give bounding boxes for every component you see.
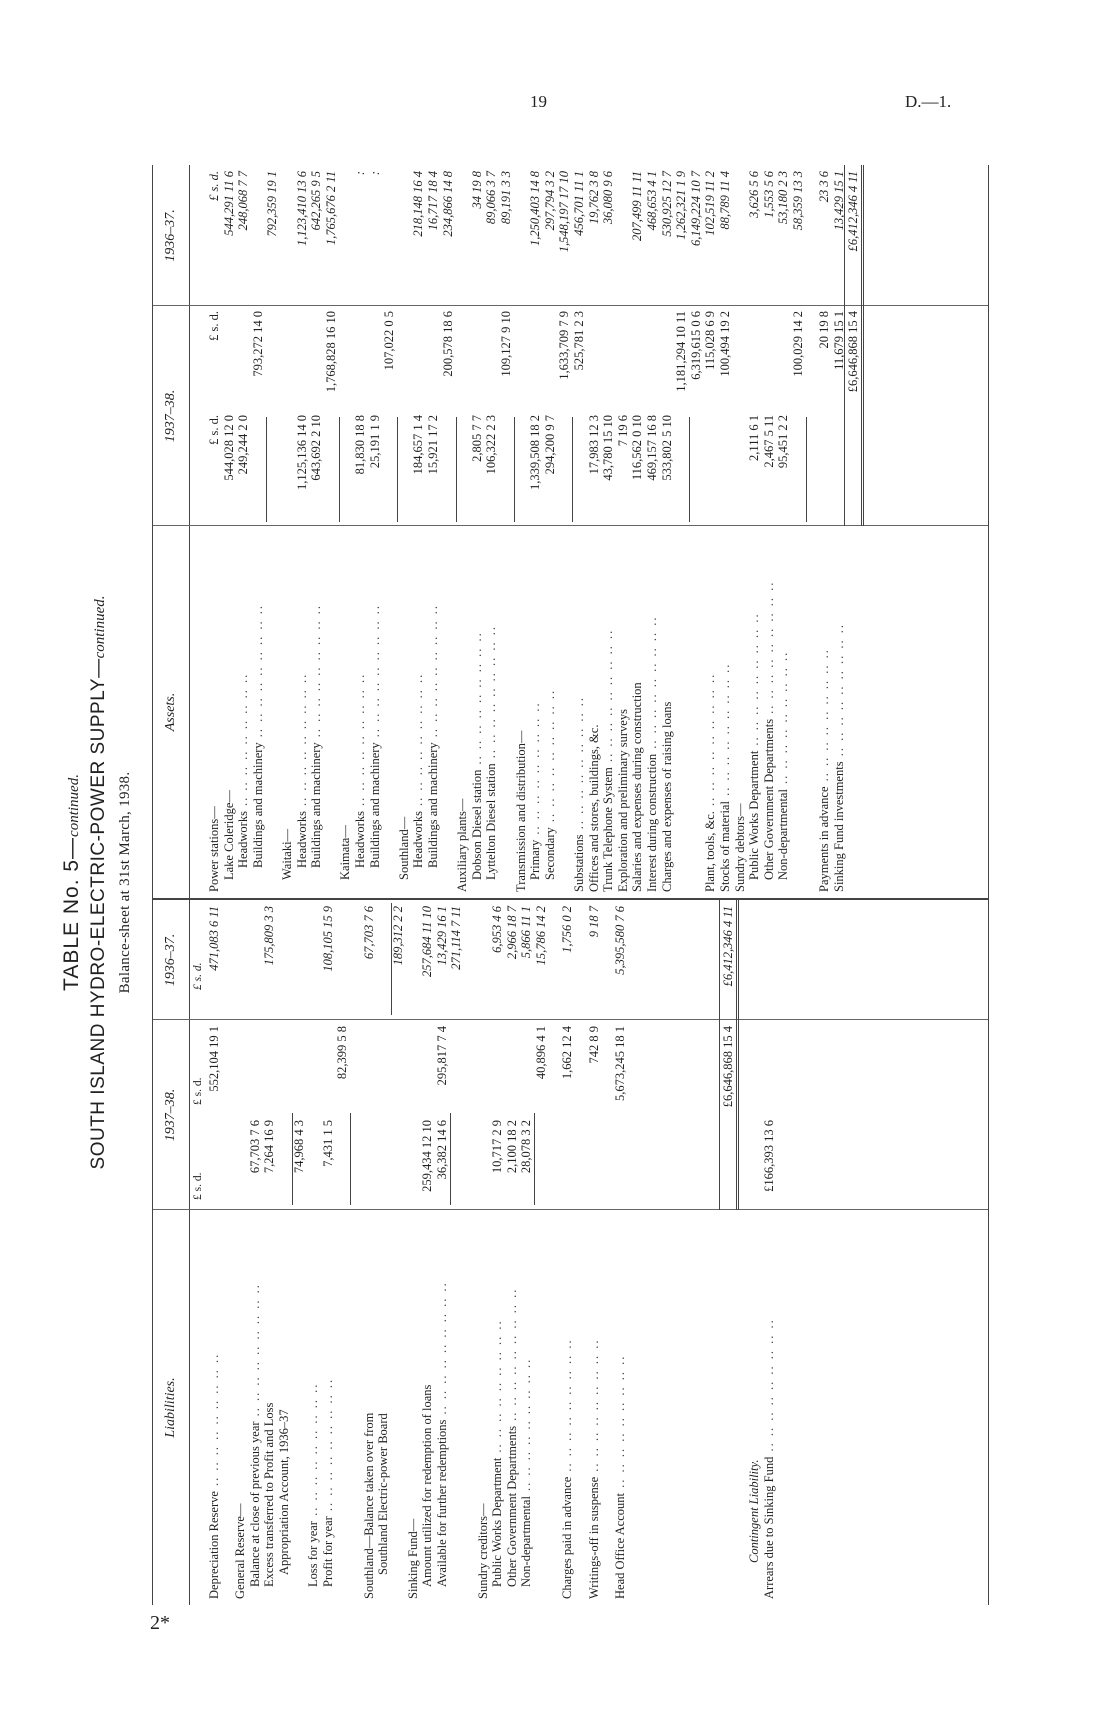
assets-row [733, 165, 747, 898]
liabilities-row [321, 900, 335, 1605]
prior-year-amount: 175,809 3 3 [262, 906, 277, 966]
liabilities-row-label: Contingent Liability. [747, 1459, 762, 1563]
main-amount: 793,272 14 0 [250, 311, 265, 377]
assets-row-label: Sundry debtors— [732, 803, 747, 892]
page-number: 19 [530, 92, 547, 111]
assets-row [353, 165, 367, 898]
balance-sheet-page [60, 85, 1005, 1605]
liabilities-row [449, 900, 463, 1605]
sub-amount: 249,244 2 0 [236, 415, 251, 475]
assets-row-label: Headworks .. .. .. .. .. .. .. .. .. [411, 672, 426, 868]
main-amount: 295,817 7 4 [434, 1026, 449, 1086]
assets-row-label: Buildings and machinery .. .. .. .. .. .. .. .. .. [250, 603, 265, 868]
liabilities-1936-37-header: 1936–37. [153, 900, 190, 1020]
assets-row [528, 165, 542, 898]
assets-row [368, 165, 382, 898]
assets-row-label: Exploration and preliminary surveys [615, 709, 630, 892]
liabilities-row [207, 900, 221, 1605]
sub-amount: 2,100 18 2 [504, 1120, 519, 1174]
liabilities-row-label: General Reserve— [233, 1503, 248, 1599]
assets-row [601, 165, 615, 898]
liabilities-row-label: Available for further redemptions .. .. .. .. .. .. .. .. .. [434, 1281, 449, 1587]
prior-year-amount: 89,066 3 7 [484, 171, 499, 225]
assets-row-label: Headworks .. .. .. .. .. .. .. .. .. [353, 672, 367, 868]
assets-row [280, 165, 294, 898]
assets-row [470, 165, 484, 898]
prior-year-amount: 1,548,197 17 10 [557, 171, 572, 253]
assets-row [441, 165, 455, 898]
prior-year-amount: 544,291 11 6 [221, 171, 236, 236]
assets-row [411, 165, 425, 898]
prior-year-amount: 6,953 4 6 [490, 906, 505, 953]
prior-year-amount: 13,429 16 1 [434, 906, 449, 966]
assets-row-label: Public Works Department .. .. .. .. .. .. .. .. .. [747, 612, 762, 880]
assets-row [718, 165, 732, 898]
assets-row-label: Power stations— [207, 806, 221, 892]
liabilities-row [519, 900, 533, 1605]
main-amount: 100,029 14 2 [791, 311, 805, 377]
liabilities-row [476, 900, 490, 1605]
prior-year-amount: 6,149,224 10 7 [688, 171, 703, 246]
assets-row-label: Waitaki— [280, 828, 294, 880]
total-rule [719, 900, 720, 1210]
liabilities-1937-38-header: 1937–38. [153, 1020, 190, 1210]
prior-year-amount: 1,123,410 13 6 [294, 171, 309, 246]
liabilities-header: Liabilities. [153, 1210, 190, 1605]
assets-row [630, 165, 644, 898]
main-amount: £ s. d. [207, 311, 221, 341]
assets-row-label: Primary .. .. .. .. .. .. .. .. .. [528, 701, 543, 880]
assets-row-label: Transmission and distribution— [513, 730, 528, 892]
sub-amount: 259,434 12 10 [420, 1120, 435, 1192]
subtotal-rule [350, 1113, 351, 1205]
liabilities-row-label: Arrears due to Sinking Fund .. .. .. .. .. .. .. .. .. [761, 1318, 776, 1599]
main-amount: £6,646,868 15 4 [846, 311, 861, 393]
liabilities-row [613, 900, 627, 1605]
prior-year-amount: 471,083 6 11 [207, 906, 221, 971]
assets-header: Assets. [153, 526, 190, 898]
sub-amount: 36,382 14 6 [434, 1120, 449, 1180]
assets-row [703, 165, 717, 898]
liabilities-row-label: Sundry creditors— [475, 1503, 490, 1599]
main-amount: 6,319,615 0 6 [688, 311, 703, 380]
liabilities-section [153, 898, 988, 1605]
sub-amount: 43,780 15 10 [601, 415, 616, 481]
prior-year-amount: 297,794 3 2 [542, 171, 557, 231]
liabilities-row-label: Public Works Department .. .. .. .. .. .. .. .. .. [490, 1319, 505, 1587]
liabilities-row [587, 900, 601, 1605]
assets-row [295, 165, 309, 898]
prior-year-amount: 1,756 0 2 [560, 906, 575, 953]
main-amount: 40,896 4 1 [534, 1026, 549, 1080]
liabilities-row-label: Profit for year .. .. .. .. .. .. .. .. .. [320, 1377, 335, 1587]
main-amount: 1,768,828 16 10 [323, 311, 338, 393]
main-amount: 20 19 8 [817, 311, 832, 349]
assets-row [338, 165, 352, 898]
sub-amount: 81,830 18 8 [353, 415, 367, 475]
assets-row-label: Lake Coleridge— [221, 790, 236, 880]
liabilities-row [762, 900, 776, 1605]
assets-row [514, 165, 528, 898]
assets-row [382, 165, 396, 898]
sub-amount: 7,431 1 5 [320, 1120, 335, 1167]
liabilities-row-label: Loss for year .. .. .. .. .. .. .. .. .. [306, 1382, 321, 1587]
sub-amount: 469,157 16 8 [645, 415, 659, 481]
assets-row-label: Headworks .. .. .. .. .. .. .. .. .. [294, 672, 309, 868]
liabilities-row-label: Southland Electric-power Board [376, 1413, 391, 1575]
prior-year-amount: £6,412,346 4 11 [720, 906, 735, 987]
prior-year-amount: 468,653 4 1 [645, 171, 659, 231]
sub-amount: £166,393 13 6 [761, 1120, 776, 1192]
main-amount: £6,646,868 15 4 [720, 1026, 735, 1108]
assets-row-label: Buildings and machinery .. .. .. .. .. .. .. .. .. [426, 603, 440, 868]
liabilities-row [362, 900, 376, 1605]
sub-amount: 25,191 1 9 [367, 415, 382, 469]
prior-year-amount: 53,180 2 3 [776, 171, 791, 225]
liabilities-row-label: Other Government Departments .. .. .. .. .. .. .. .. .. [504, 1287, 519, 1587]
prior-year-amount: 1,262,321 1 9 [674, 171, 689, 240]
prior-year-amount: 36,080 9 6 [601, 171, 616, 225]
assets-row-label: Dobson Diesel station .. .. .. .. .. .. .. .. .. [469, 631, 484, 880]
assets-row [222, 165, 236, 898]
prior-year-amount: 23 3 6 [817, 171, 832, 203]
assets-row [689, 165, 703, 898]
liabilities-row [335, 900, 349, 1605]
main-amount: 115,028 6 9 [703, 311, 718, 370]
assets-row-label: Headworks .. .. .. .. .. .. .. .. .. [236, 672, 251, 868]
sub-amount: 116,562 0 10 [630, 415, 645, 481]
assets-row-label: Secondary .. .. .. .. .. .. .. .. .. [542, 688, 557, 880]
sub-amount: 67,703 7 6 [247, 1120, 262, 1174]
prior-year-amount: 58,359 13 3 [791, 171, 805, 231]
liabilities-row [490, 900, 504, 1605]
assets-row [791, 165, 805, 898]
prior-year-amount: 456,701 11 1 [572, 171, 586, 236]
liabilities-row [277, 900, 291, 1605]
assets-row-label: Salaries and expenses during construction [630, 682, 645, 892]
liabilities-row [391, 900, 405, 1605]
assets-row [455, 165, 469, 898]
assets-row [817, 165, 831, 898]
sub-amount: 28,078 3 2 [519, 1120, 534, 1174]
assets-row-label: Stocks of material .. .. .. .. .. .. .. .. .. [718, 662, 732, 892]
liabilities-row [435, 900, 449, 1605]
total-double-rule [736, 900, 739, 1210]
main-amount: 82,399 5 8 [335, 1026, 350, 1080]
assets-row-label: Auxiliary plants— [455, 798, 470, 892]
assets-row [645, 165, 659, 898]
assets-row [557, 165, 571, 898]
liabilities-row [406, 900, 420, 1605]
main-amount: 525,781 2 3 [572, 311, 586, 371]
sub-amount: 544,028 12 0 [221, 415, 236, 481]
assets-row-label: Buildings and machinery .. .. .. .. .. .. .. .. .. [309, 603, 324, 868]
assets-row [660, 165, 674, 898]
sub-amount: 74,968 4 3 [291, 1120, 306, 1174]
sub-amount: 2,467 5 11 [761, 415, 776, 468]
assets-1936-37-header: 1936–37. [153, 165, 190, 306]
assets-row [587, 165, 601, 898]
assets-row-label: Payments in advance .. .. .. .. .. .. .. .. .. [817, 648, 832, 892]
prior-year-amount: 5,395,580 7 6 [612, 906, 627, 975]
assets-row-label: Trunk Telephone System .. .. .. .. .. .. .. .. .. [601, 628, 616, 892]
sub-amount: 15,921 17 2 [426, 415, 440, 475]
assets-row-label: Buildings and machinery .. .. .. .. .. .. .. .. .. [367, 603, 382, 868]
units-label: £ s. d. [192, 962, 204, 990]
assets-row-label: Non-departmental .. .. .. .. .. .. .. .. .. [776, 650, 791, 880]
total-double-rule [861, 165, 864, 526]
document-reference: D.—1. [905, 92, 952, 111]
document-subheading: Balance-sheet at 31st March, 1938. [117, 771, 133, 994]
liabilities-row [560, 900, 574, 1605]
main-amount: 552,104 19 1 [207, 1026, 221, 1092]
assets-row-label: Charges and expenses of raising loans [659, 701, 674, 892]
assets-row [397, 165, 411, 898]
main-amount: 742 8 9 [586, 1026, 601, 1064]
assets-row [207, 165, 221, 898]
balance-sheet-table [152, 165, 989, 1605]
assets-row [846, 165, 860, 898]
sub-amount: 2,805 7 7 [469, 415, 484, 462]
assets-section [153, 165, 988, 898]
sub-amount: 7,264 16 9 [262, 1120, 277, 1174]
sub-amount: 643,692 2 10 [309, 415, 324, 481]
assets-row [484, 165, 498, 898]
assets-row [572, 165, 586, 898]
main-amount: 107,022 0 5 [382, 311, 397, 371]
assets-row [616, 165, 630, 898]
units-label: £ s. d. [192, 1172, 204, 1200]
liabilities-row-label: Excess transferred to Profit and Loss [262, 1402, 277, 1587]
prior-year-amount: 5,866 11 1 [519, 906, 534, 959]
prior-year-amount: £ s. d. [207, 171, 221, 201]
assets-row-label: Sinking Fund investments .. .. .. .. .. .. .. .. .. [831, 623, 846, 892]
prior-year-amount: 218,148 16 4 [411, 171, 426, 237]
assets-row [674, 165, 688, 898]
assets-row [426, 165, 440, 898]
main-amount: 1,633,709 7 9 [557, 311, 572, 380]
sub-amount: 2,111 6 1 [747, 415, 762, 461]
prior-year-amount: 248,068 7 7 [236, 171, 251, 231]
subtotal-rule [806, 417, 807, 522]
liabilities-row-label: Depreciation Reserve .. .. .. .. .. .. .. .. .. [207, 1352, 221, 1599]
assets-1937-38-header: 1937–38. [153, 306, 190, 526]
prior-year-amount: 189,312 2 2 [390, 906, 405, 966]
sub-amount: 10,717 2 9 [490, 1120, 505, 1174]
assets-row-label: Kaimata— [338, 825, 353, 880]
liabilities-row [747, 900, 761, 1605]
prior-year-amount: : [367, 171, 382, 176]
liabilities-row [306, 900, 320, 1605]
assets-row [499, 165, 513, 898]
prior-year-amount: 19,762 3 8 [586, 171, 601, 225]
assets-row [236, 165, 250, 898]
sub-amount: 184,657 1 4 [411, 415, 426, 475]
sub-amount: 106,322 2 3 [484, 415, 499, 475]
liabilities-row-label: Writings-off in suspense .. .. .. .. .. .. .. .. .. [586, 1338, 601, 1599]
prior-year-amount: 2,966 18 7 [504, 906, 519, 960]
assets-row-label: Southland— [396, 816, 411, 880]
sub-amount: 17,983 12 3 [586, 415, 601, 475]
prior-year-amount: 102,519 11 2 [703, 171, 718, 236]
liabilities-row-label: Sinking Fund— [405, 1518, 420, 1599]
sub-amount: £ s. d. [207, 415, 221, 445]
liabilities-row [262, 900, 276, 1605]
assets-row [762, 165, 776, 898]
prior-year-amount: 271,114 7 11 [449, 906, 464, 970]
prior-year-amount: 1,553 5 6 [761, 171, 776, 218]
prior-year-amount: 3,626 5 6 [747, 171, 762, 218]
liabilities-row-label: Charges paid in advance .. .. .. .. .. .. .. .. .. [560, 1338, 575, 1599]
main-amount: 200,578 18 6 [440, 311, 455, 377]
liabilities-row-label: Balance at close of previous year .. .. .. .. .. .. .. .. .. [247, 1283, 262, 1587]
footer-mark: 2* [150, 1612, 170, 1634]
main-amount: 11,679 15 1 [831, 311, 846, 370]
prior-year-amount: : [353, 171, 367, 176]
prior-year-amount: 792,359 19 1 [265, 171, 280, 237]
assets-row-label: Substations .. .. .. .. .. .. .. .. .. [572, 695, 586, 892]
prior-year-amount: 234,866 14 8 [440, 171, 455, 237]
prior-year-amount: 67,703 7 6 [361, 906, 376, 960]
liabilities-row-label: Non-departmental .. .. .. .. .. .. .. .. .. [519, 1357, 534, 1587]
liabilities-row-label: Southland—Balance taken over from [361, 1412, 376, 1599]
units-label: £ s. d. [192, 1077, 204, 1105]
document-heading: SOUTH ISLAND HYDRO-ELECTRIC-POWER SUPPLY—continued. [88, 595, 109, 1170]
liabilities-row [420, 900, 434, 1605]
assets-row [747, 165, 761, 898]
main-amount: 1,662 12 4 [560, 1026, 575, 1080]
liabilities-row [233, 900, 247, 1605]
prior-year-amount: £6,412,346 4 11 [846, 171, 861, 252]
liabilities-row-label: Amount utilized for redemption of loans [420, 1384, 435, 1587]
assets-row [265, 165, 279, 898]
liabilities-row-label: Appropriation Account, 1936–37 [277, 1409, 292, 1575]
main-amount: 100,494 19 2 [718, 311, 732, 377]
prior-year-amount: 34 19 8 [469, 171, 484, 209]
assets-row-label: Plant, tools, &c. .. .. .. .. .. .. .. .. .. [703, 672, 718, 892]
prior-year-amount: 1,765,676 2 11 [323, 171, 338, 246]
liabilities-row [505, 900, 519, 1605]
prior-year-amount: 88,789 11 4 [718, 171, 732, 230]
assets-row [543, 165, 557, 898]
main-amount: 5,673,245 18 1 [612, 1026, 627, 1101]
prior-year-amount: 16,717 18 4 [426, 171, 440, 231]
prior-year-amount: 108,105 15 9 [320, 906, 335, 972]
assets-row-label: Interest during construction .. .. .. .. .. .. .. .. .. [645, 615, 659, 892]
liabilities-row [376, 900, 390, 1605]
liabilities-row [292, 900, 306, 1605]
liabilities-row [534, 900, 548, 1605]
sub-amount: 1,339,508 18 2 [528, 415, 543, 490]
prior-year-amount: 15,786 14 2 [534, 906, 549, 966]
sub-amount: 294,200 9 7 [542, 415, 557, 475]
sub-amount: 95,451 2 2 [776, 415, 791, 469]
prior-year-amount: 257,684 11 10 [420, 906, 435, 977]
main-amount: 109,127 9 10 [499, 311, 513, 377]
assets-row-label: Lyttelton Diesel station .. .. .. .. .. .. .. .. .. [484, 624, 499, 880]
prior-year-amount: 207,499 11 11 [630, 171, 645, 242]
prior-year-amount: 9 18 7 [586, 906, 601, 938]
liabilities-row [248, 900, 262, 1605]
assets-row [251, 165, 265, 898]
assets-row-label: Offices and stores, buildings, &c. [586, 724, 601, 892]
main-amount: 1,181,294 10 11 [674, 311, 689, 392]
assets-row [309, 165, 323, 898]
sub-amount: 533,802 5 10 [659, 415, 674, 481]
prior-year-amount: 642,265 9 5 [309, 171, 324, 231]
prior-year-amount: 1,250,403 14 8 [528, 171, 543, 246]
prior-year-amount: 89,191 3 3 [499, 171, 513, 225]
sub-amount: 1,125,136 14 0 [294, 415, 309, 490]
table-label: TABLE No. 5—continued. [60, 774, 83, 991]
assets-row [324, 165, 338, 898]
assets-row-label: Other Government Departments .. .. .. .. .. .. .. .. .. [761, 580, 776, 880]
liabilities-row-label: Head Office Account .. .. .. .. .. .. .. .. .. [612, 1354, 627, 1599]
prior-year-amount: 13,429 15 1 [831, 171, 846, 231]
prior-year-amount: 530,925 12 7 [659, 171, 674, 237]
total-rule [844, 165, 845, 526]
assets-row [776, 165, 790, 898]
sub-amount: 7 19 6 [615, 415, 630, 447]
liabilities-row [721, 900, 735, 1605]
